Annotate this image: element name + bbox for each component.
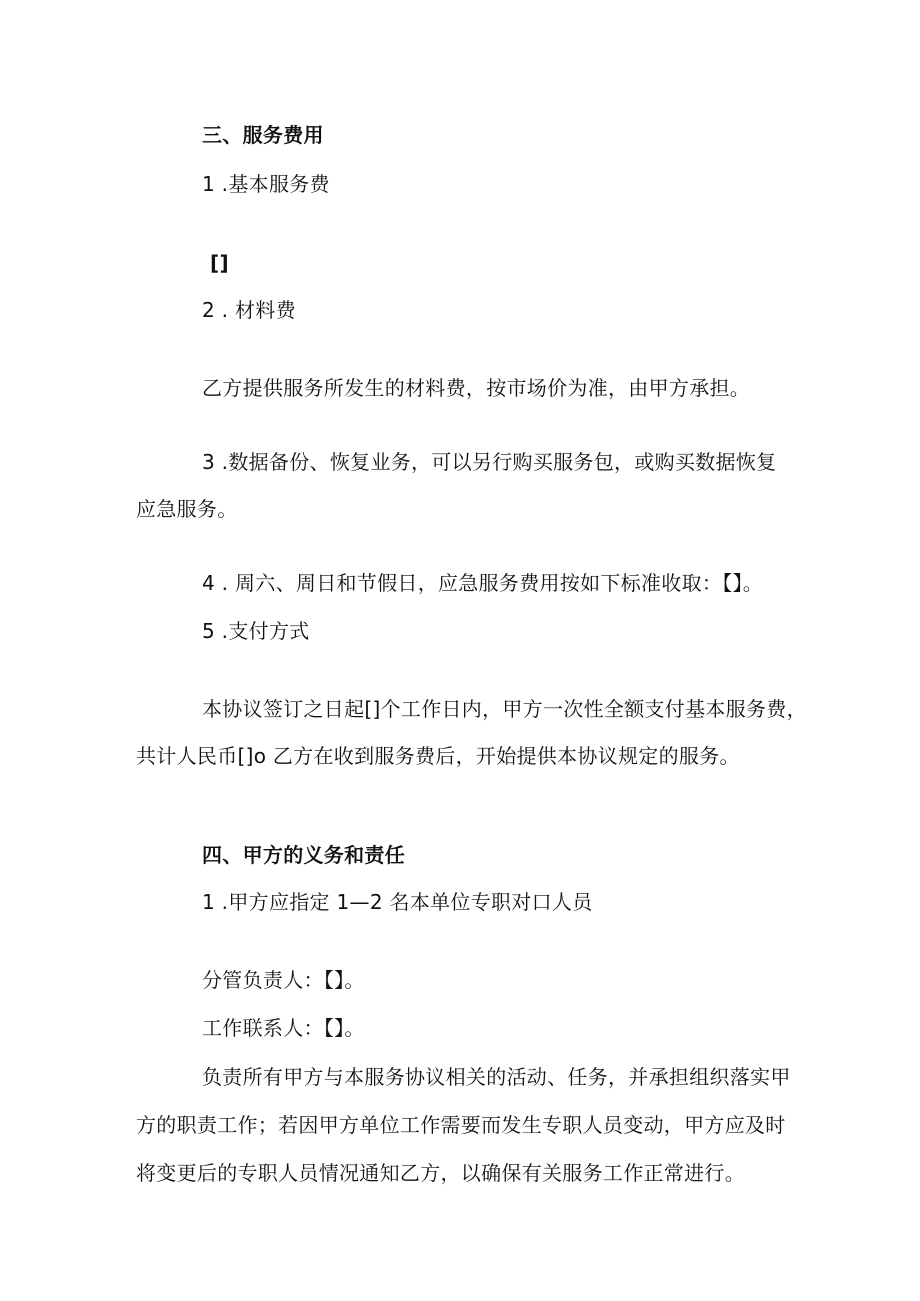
section4-heading: 四、甲方的义务和责任 (202, 843, 405, 867)
section4-contact: 工作联系人：【】。 (202, 1016, 365, 1040)
section3-item3-line2: 应急服务。 (136, 497, 238, 521)
section3-heading: 三、服务费用 (202, 123, 324, 147)
section4-desc-line3: 将变更后的专职人员情况通知乙方，以确保有关服务工作正常进行。 (136, 1161, 745, 1185)
section3-item2: 2 . 材料费 (202, 298, 296, 322)
section3-item3-line1: 3 .数据备份、恢复业务，可以另行购买服务包，或购买数据恢复 (202, 450, 777, 474)
section4-desc-line1: 负责所有甲方与本服务协议相关的活动、任务，并承担组织落实甲 (202, 1065, 791, 1089)
section3-item5-text-line1: 本协议签订之日起[]个工作日内，甲方一次性全额支付基本服务费， (202, 697, 807, 721)
section4-item1: 1 .甲方应指定 1—2 名本单位专职对口人员 (202, 890, 593, 914)
section4-desc-line2: 方的职责工作；若因甲方单位工作需要而发生专职人员变动，甲方应及时 (136, 1113, 786, 1137)
section3-item1: 1 .基本服务费 (202, 172, 330, 196)
section3-bracket: [] (210, 251, 229, 275)
section4-manager: 分管负责人：【】。 (202, 968, 365, 992)
section3-item4: 4 . 周六、周日和节假日，应急服务费用按如下标准收取：【】。 (202, 571, 764, 595)
section3-item2-text: 乙方提供服务所发生的材料费，按市场价为准，由甲方承担。 (202, 376, 751, 400)
section3-item5-text-line2: 共计人民币[]o 乙方在收到服务费后，开始提供本协议规定的服务。 (136, 744, 740, 768)
section3-item5: 5 .支付方式 (202, 619, 310, 643)
